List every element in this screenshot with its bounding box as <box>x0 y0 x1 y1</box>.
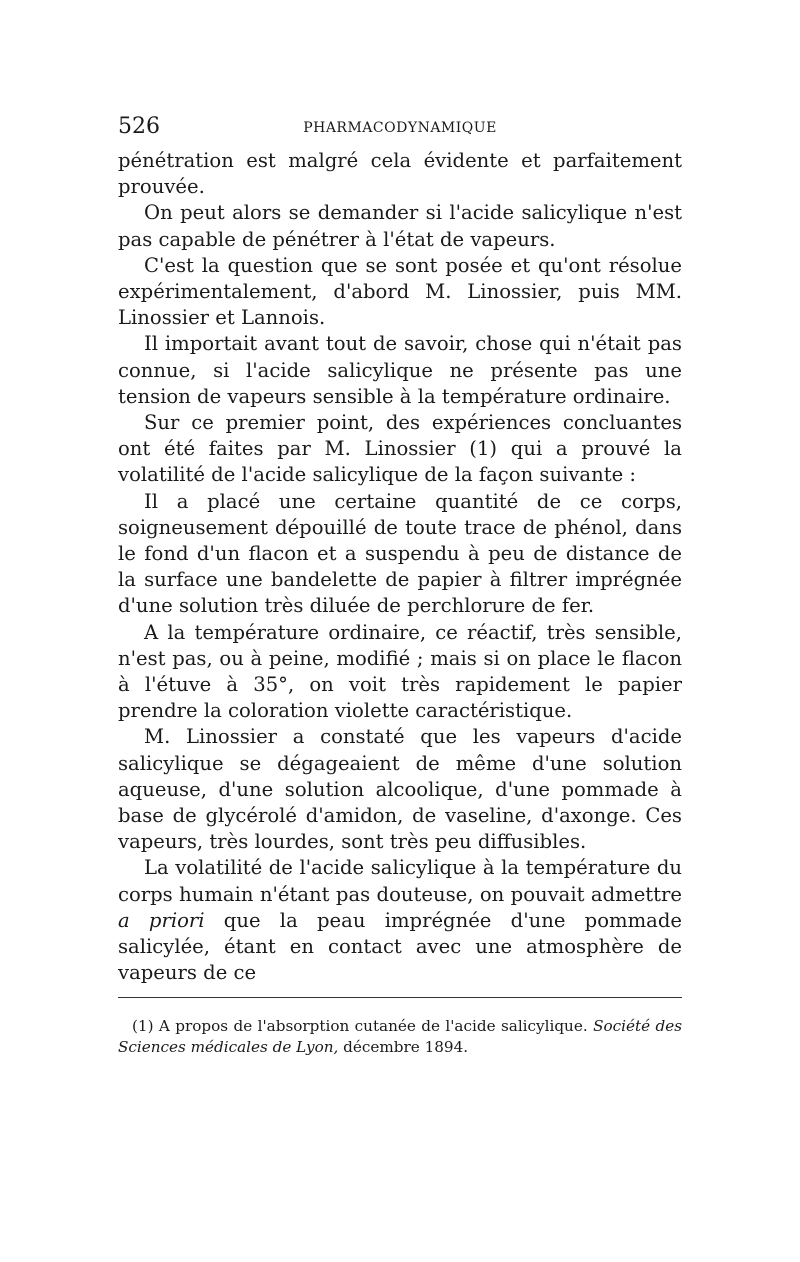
page-number: 526 <box>118 114 160 139</box>
paragraph-text: La volatilité de l'acide salicylique à la température du corps humain n'étant pas douteuse, on pouvait admettre <box>118 856 682 906</box>
paragraph: Sur ce premier point, des expériences concluantes ont été faites par M. Linossier (1) qui a prouvé la volatilité de l'acide salicylique de la façon suivante : <box>118 411 682 487</box>
footnote-date: décembre 1894. <box>338 1038 469 1056</box>
paragraph: C'est la question que se sont posée et qu'ont résolue expérimentalement, d'abord M. Linossier, puis MM. Linossier et Lannois. <box>118 253 682 330</box>
italic-phrase: a priori <box>118 908 205 932</box>
footnote <box>118 1016 682 1058</box>
paragraph: Il importait avant tout de savoir, chose qui n'était pas connue, si l'acide salicylique ne présente pas une tension de vapeurs sensible à la température ordinaire. <box>118 332 682 408</box>
paragraph-last <box>118 855 682 986</box>
footnote-rule <box>118 997 682 998</box>
footnote-source: Société des Sciences médicales de Lyon, <box>118 1017 682 1056</box>
footnotes <box>118 1016 682 1058</box>
paragraph: A la température ordinaire, ce réactif, très sensible, n'est pas, ou à peine, modifié ; mais si on place le flacon à l'étuve à 35°, on voit très rapidement le papier prendre la coloration violette caractéristique. <box>118 620 682 723</box>
paragraph-text: que la peau imprégnée d'une pommade salicylée, étant en contact avec une atmosphère de vapeurs de ce <box>118 908 682 985</box>
running-head <box>118 114 682 144</box>
running-title: PHARMACODYNAMIQUE <box>303 120 497 136</box>
footnote-marker: (1) <box>132 1017 154 1035</box>
paragraph: Il a placé une certaine quantité de ce corps, soigneusement dépouillé de toute trace de phénol, dans le fond d'un flacon et a suspendu à peu de distance de la surface une bandelette de papier à filtrer imprégnée d'une solution très diluée de perchlorure de fer. <box>118 489 682 618</box>
paragraph: On peut alors se demander si l'acide salicylique n'est pas capable de pénétrer à l'état de vapeurs. <box>118 201 682 251</box>
paragraph: pénétration est malgré cela évidente et parfaitement prouvée. <box>118 149 682 199</box>
paragraph: M. Linossier a constaté que les vapeurs d'acide salicylique se dégageaient de même d'une solution aqueuse, d'une solution alcoolique, d'une pommade à base de glycérolé d'amidon, de vaseline, d'axonge. Ces vapeurs, très lourdes, sont très peu diffusibles. <box>118 725 682 854</box>
footnote-text: A propos de l'absorption cutanée de l'acide salicylique. <box>153 1017 594 1035</box>
body-text <box>118 148 682 987</box>
